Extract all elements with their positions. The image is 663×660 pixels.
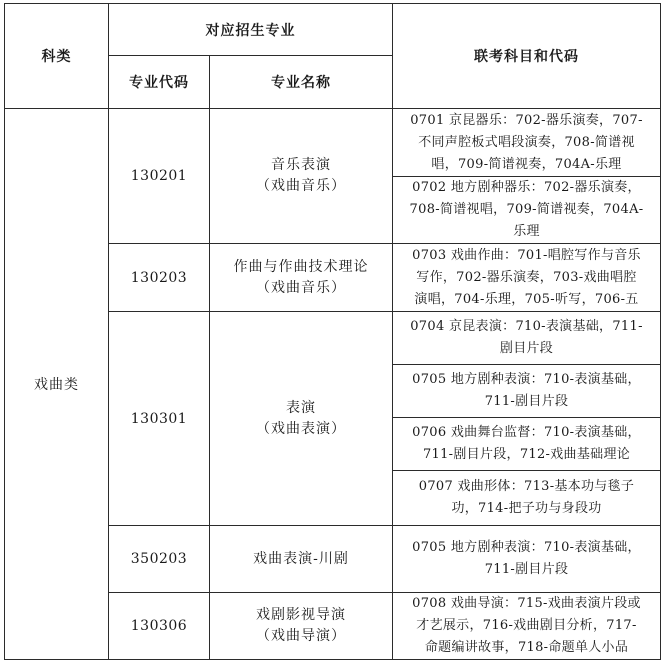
exam-line: 才艺展示，716-戏曲剧目分析，717- — [416, 618, 637, 633]
exam-subjects-cell — [393, 418, 661, 471]
major-name-line: 戏曲表演-川剧 — [253, 550, 349, 567]
major-code-cell: 130306 — [109, 593, 210, 660]
major-name-cell — [210, 593, 393, 660]
table-row — [5, 109, 661, 177]
major-name-line: （戏曲音乐） — [256, 279, 346, 296]
header-major-group: 对应招生专业 — [109, 4, 393, 56]
exam-line: 0706 戏曲舞台监督：710-表演基础， — [412, 425, 641, 440]
exam-subjects-cell — [393, 109, 661, 177]
exam-line: 711-剧目片段 — [484, 394, 569, 409]
major-code-cell: 350203 — [109, 526, 210, 593]
exam-line: 写作，702-器乐演奏，703-戏曲唱腔 — [416, 269, 637, 285]
major-name-line: 音乐表演 — [271, 157, 331, 173]
category-cell: 戏曲类 — [5, 109, 109, 660]
major-name-line: （戏曲表演） — [256, 420, 346, 437]
exam-line: 剧目片段 — [499, 341, 554, 356]
exam-line: 0705 地方剧种表演：710-表演基础， — [412, 372, 641, 387]
exam-line: 命题编讲故事，718-命题单人小品 — [424, 640, 629, 655]
exam-line: 0705 地方剧种表演：710-表演基础， — [412, 540, 641, 555]
exam-subjects-cell — [393, 365, 661, 418]
header-major-code: 专业代码 — [109, 56, 210, 109]
major-name-cell — [210, 526, 393, 593]
major-name-line: 表演 — [286, 399, 316, 416]
major-name-line: 戏剧影视导演 — [256, 607, 346, 623]
admissions-table — [4, 3, 661, 660]
major-code-cell: 130201 — [109, 109, 210, 244]
major-name-cell — [210, 109, 393, 244]
exam-line: 乐理 — [513, 224, 540, 239]
exam-line: 0702 地方剧种器乐：702-器乐演奏， — [412, 180, 641, 195]
major-name-cell — [210, 312, 393, 526]
exam-line: 711-剧目片段 — [484, 562, 569, 577]
exam-line: 不同声腔板式唱段演奏，708-简谱视 — [418, 134, 635, 150]
exam-line: 0707 戏曲形体：713-基本功与毯子 — [418, 479, 635, 494]
exam-subjects-cell — [393, 177, 661, 244]
exam-subjects-cell — [393, 312, 661, 365]
exam-line: 唱，709-简谱视奏，704A-乐理 — [431, 156, 622, 172]
exam-line: 0701 京昆器乐：702-器乐演奏，707- — [410, 112, 643, 128]
exam-subjects-cell — [393, 471, 661, 526]
header-category: 科类 — [5, 4, 109, 109]
exam-line: 演唱，704-乐理，705-听写，706-五 — [414, 291, 639, 307]
exam-line: 0708 戏曲导演：715-戏曲表演片段或 — [412, 596, 641, 611]
exam-subjects-cell — [393, 593, 661, 660]
header-row-1 — [5, 4, 661, 56]
exam-line: 功，714-把子功与身段功 — [451, 501, 602, 516]
exam-line: 0704 京昆表演：710-表演基础，711- — [410, 319, 643, 334]
header-exam-subjects: 联考科目和代码 — [393, 4, 661, 109]
major-name-cell — [210, 244, 393, 312]
exam-line: 0703 戏曲作曲：701-唱腔写作与音乐 — [412, 247, 641, 263]
exam-subjects-cell — [393, 526, 661, 593]
major-name-line: （戏曲音乐） — [256, 178, 346, 194]
major-name-line: （戏曲导演） — [256, 628, 346, 644]
major-code-cell: 130301 — [109, 312, 210, 526]
header-major-name: 专业名称 — [210, 56, 393, 109]
major-code-cell: 130203 — [109, 244, 210, 312]
major-name-line: 作曲与作曲技术理论 — [233, 258, 369, 275]
exam-subjects-cell — [393, 244, 661, 312]
exam-line: 711-剧目片段，712-戏曲基础理论 — [422, 447, 631, 462]
exam-line: 708-简谱视唱，709-简谱视奏，704A- — [409, 202, 644, 217]
